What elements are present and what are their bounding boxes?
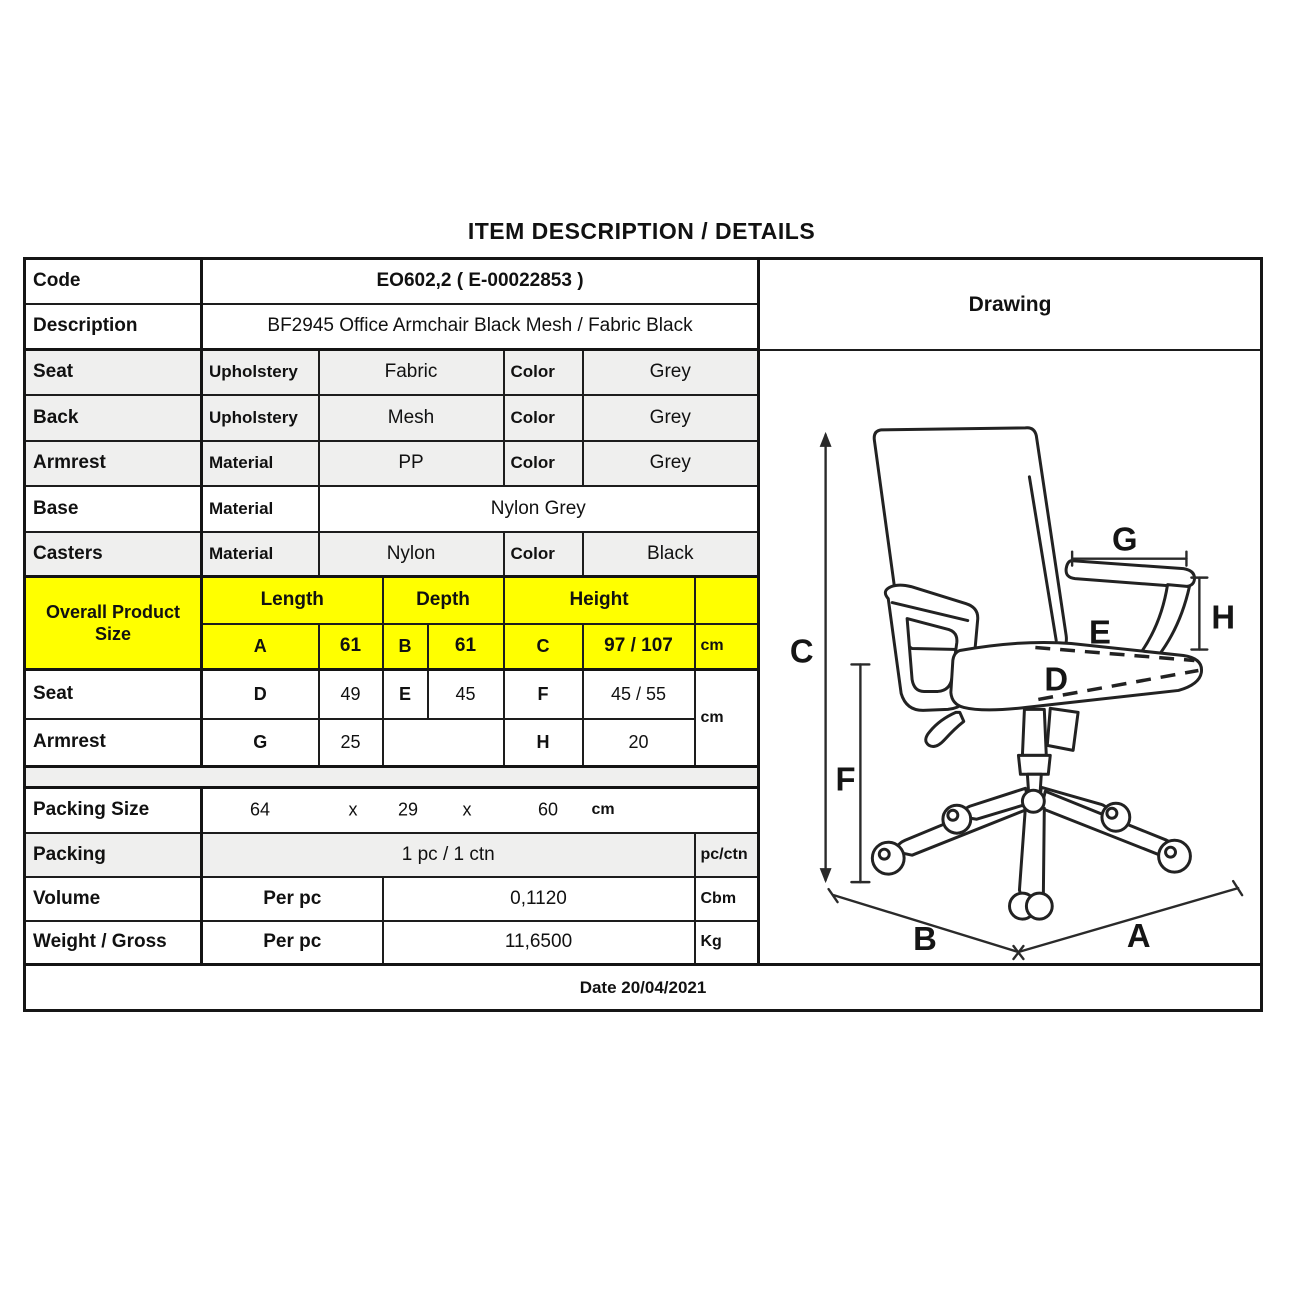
size-header-height: Height: [504, 577, 695, 624]
chair-gas-lift-upper: [1022, 709, 1046, 755]
drawing-panel: [759, 259, 1262, 965]
size-header-unit-spacer: [695, 577, 759, 624]
seat-color-value: Grey: [583, 350, 759, 395]
casters-label: Casters: [25, 532, 202, 577]
chair-armrest-right-pad: [1066, 561, 1194, 587]
description-value: BF2945 Office Armchair Black Mesh / Fabric Black: [202, 304, 759, 350]
armrest-size-empty: [383, 719, 504, 767]
base-label: Base: [25, 486, 202, 532]
dim-label-g: G: [1112, 520, 1138, 558]
page-title: ITEM DESCRIPTION / DETAILS: [467, 218, 816, 244]
chair-tilt-lever: [926, 712, 964, 746]
weight-basis: Per pc: [202, 921, 383, 965]
casters-color-value: Black: [583, 532, 759, 577]
packing-label: Packing: [25, 833, 202, 877]
overall-size-label: Overall Product Size: [25, 577, 202, 670]
seat-size-label: Seat: [25, 670, 202, 719]
packing-unit: pc/ctn: [695, 833, 759, 877]
back-color-value: Grey: [583, 395, 759, 441]
dim-value-h: 20: [583, 719, 695, 767]
weight-unit: Kg: [695, 921, 759, 965]
dim-label-e: E: [1089, 613, 1111, 651]
packing-size-values: [202, 788, 759, 833]
description-label: Description: [25, 304, 202, 350]
dim-key-g: G: [202, 719, 319, 767]
volume-value: 0,1120: [383, 877, 695, 921]
armrest-color-value: Grey: [583, 441, 759, 486]
packing-value: 1 pc / 1 ctn: [202, 833, 695, 877]
packing-size-width: 64: [249, 799, 271, 820]
seat-material-value: Fabric: [319, 350, 504, 395]
casters-attr: Material: [202, 532, 319, 577]
volume-unit: Cbm: [695, 877, 759, 921]
dimension-line-c: [820, 432, 832, 883]
seat-attr: Upholstery: [202, 350, 319, 395]
dim-key-d: D: [202, 670, 319, 719]
dim-key-b: B: [383, 624, 428, 670]
dim-label-b: B: [913, 919, 937, 958]
packing-size-depth: 29: [397, 799, 419, 820]
dim-value-g: 25: [319, 719, 383, 767]
code-value: EO602,2 ( E-00022853 ): [202, 259, 759, 304]
chair-armrest-right-support: [1142, 585, 1190, 656]
casters-color-label: Color: [504, 532, 583, 577]
weight-label: Weight / Gross: [25, 921, 202, 965]
dim-value-f: 45 / 55: [583, 670, 695, 719]
chair-gas-lift-collar: [1018, 755, 1050, 774]
dim-value-d: 49: [319, 670, 383, 719]
casters-material-value: Nylon: [319, 532, 504, 577]
code-label: Code: [25, 259, 202, 304]
dim-value-a: 61: [319, 624, 383, 670]
spec-table: [23, 257, 1263, 1012]
dim-label-f: F: [835, 760, 856, 798]
dim-value-b: 61: [428, 624, 504, 670]
size-header-depth: Depth: [383, 577, 504, 624]
dim-value-c: 97 / 107: [583, 624, 695, 670]
dim-value-e: 45: [428, 670, 504, 719]
armrest-label: Armrest: [25, 441, 202, 486]
drawing-panel-title: Drawing: [760, 260, 1260, 351]
packing-size-height: 60: [537, 799, 559, 820]
date-value: Date 20/04/2021: [25, 965, 1262, 1011]
table-row-code: [25, 259, 1262, 304]
dim-key-h: H: [504, 719, 583, 767]
packing-size-x2: x: [462, 799, 472, 820]
back-color-label: Color: [504, 395, 583, 441]
chair-tension-knob: [1047, 708, 1078, 750]
armrest-attr: Material: [202, 441, 319, 486]
chair-base-legs: [897, 787, 1174, 900]
back-material-value: Mesh: [319, 395, 504, 441]
dim-label-d: D: [1044, 660, 1069, 698]
back-label: Back: [25, 395, 202, 441]
armrest-material-value: PP: [319, 441, 504, 486]
packing-size-label: Packing Size: [25, 788, 202, 833]
dim-key-c: C: [504, 624, 583, 670]
armrest-size-label: Armrest: [25, 719, 202, 767]
seat-armrest-unit: cm: [695, 670, 759, 767]
base-attr: Material: [202, 486, 319, 532]
base-material-value: Nylon Grey: [319, 486, 759, 532]
packing-size-x1: x: [348, 799, 358, 820]
dim-key-f: F: [504, 670, 583, 719]
back-attr: Upholstery: [202, 395, 319, 441]
weight-value: 11,6500: [383, 921, 695, 965]
dim-label-a: A: [1126, 916, 1151, 955]
chair-drawing: [760, 351, 1260, 963]
armrest-color-label: Color: [504, 441, 583, 486]
spacer-cell: [25, 767, 759, 788]
seat-label: Seat: [25, 350, 202, 395]
size-header-length: Length: [202, 577, 383, 624]
seat-color-label: Color: [504, 350, 583, 395]
dim-key-a: A: [202, 624, 319, 670]
dim-key-e: E: [383, 670, 428, 719]
dim-label-h: H: [1211, 598, 1236, 636]
volume-basis: Per pc: [202, 877, 383, 921]
table-row-date: [25, 965, 1262, 1011]
dimension-line-h: [1191, 578, 1207, 650]
volume-label: Volume: [25, 877, 202, 921]
overall-unit: cm: [695, 624, 759, 670]
dim-label-c: C: [789, 632, 814, 670]
packing-size-unit: cm: [591, 801, 615, 819]
